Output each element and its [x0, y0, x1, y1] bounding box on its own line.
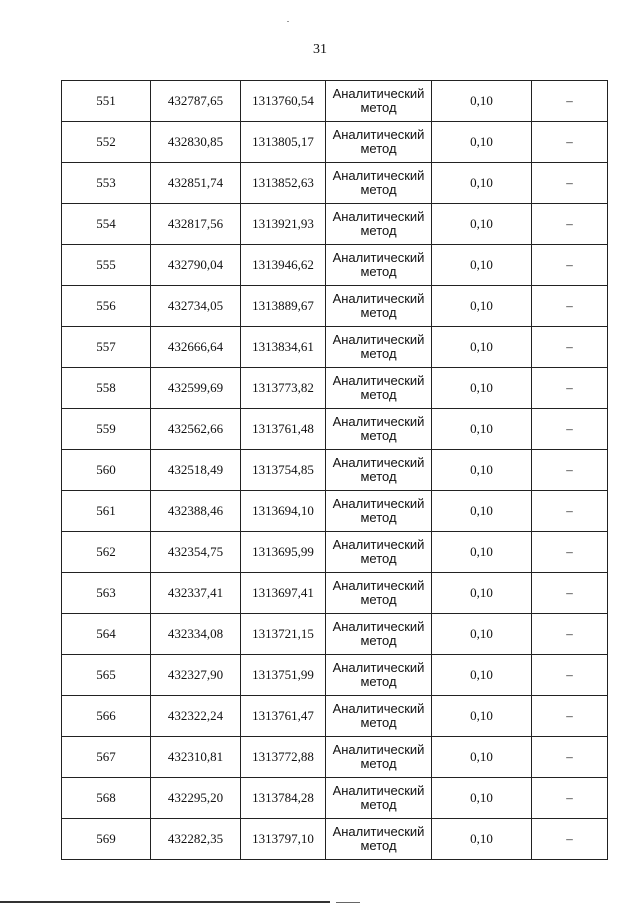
table-row [62, 778, 608, 819]
method-line-2: метод [360, 592, 397, 607]
coordinates-table [61, 80, 608, 860]
point-number-cell: 564 [62, 614, 151, 655]
y-coordinate-cell: 1313852,63 [241, 163, 326, 204]
method-line-1: Аналитический [332, 537, 425, 552]
table-row [62, 163, 608, 204]
note-cell: – [532, 532, 608, 573]
x-coordinate-cell: 432734,05 [151, 286, 241, 327]
method-line-2: метод [360, 387, 397, 402]
method-line-1: Аналитический [332, 86, 425, 101]
note-cell: – [532, 122, 608, 163]
accuracy-cell: 0,10 [432, 778, 532, 819]
point-number-cell: 551 [62, 81, 151, 122]
y-coordinate-cell: 1313761,47 [241, 696, 326, 737]
table-row [62, 327, 608, 368]
footer-rule [0, 901, 330, 903]
table-row [62, 819, 608, 860]
accuracy-cell: 0,10 [432, 696, 532, 737]
note-cell: – [532, 655, 608, 696]
method-line-2: метод [360, 305, 397, 320]
x-coordinate-cell: 432666,64 [151, 327, 241, 368]
accuracy-cell: 0,10 [432, 163, 532, 204]
table-row [62, 409, 608, 450]
method-cell [326, 573, 432, 614]
method-line-2: метод [360, 838, 397, 853]
note-cell: – [532, 204, 608, 245]
method-line-2: метод [360, 551, 397, 566]
accuracy-cell: 0,10 [432, 450, 532, 491]
note-cell: – [532, 163, 608, 204]
method-line-1: Аналитический [332, 701, 425, 716]
table-row [62, 245, 608, 286]
note-cell: – [532, 737, 608, 778]
method-cell [326, 532, 432, 573]
accuracy-cell: 0,10 [432, 204, 532, 245]
method-line-2: метод [360, 756, 397, 771]
point-number-cell: 556 [62, 286, 151, 327]
accuracy-cell: 0,10 [432, 368, 532, 409]
note-cell: – [532, 327, 608, 368]
point-number-cell: 568 [62, 778, 151, 819]
x-coordinate-cell: 432817,56 [151, 204, 241, 245]
point-number-cell: 565 [62, 655, 151, 696]
x-coordinate-cell: 432388,46 [151, 491, 241, 532]
table-row [62, 696, 608, 737]
footer-rule-short [336, 902, 360, 903]
method-cell [326, 327, 432, 368]
table-row [62, 532, 608, 573]
method-cell [326, 819, 432, 860]
x-coordinate-cell: 432354,75 [151, 532, 241, 573]
method-line-1: Аналитический [332, 619, 425, 634]
method-line-2: метод [360, 633, 397, 648]
y-coordinate-cell: 1313694,10 [241, 491, 326, 532]
y-coordinate-cell: 1313773,82 [241, 368, 326, 409]
method-line-1: Аналитический [332, 168, 425, 183]
table-row [62, 204, 608, 245]
method-line-2: метод [360, 674, 397, 689]
accuracy-cell: 0,10 [432, 409, 532, 450]
method-cell [326, 655, 432, 696]
point-number-cell: 563 [62, 573, 151, 614]
method-line-2: метод [360, 797, 397, 812]
accuracy-cell: 0,10 [432, 532, 532, 573]
table-row [62, 450, 608, 491]
x-coordinate-cell: 432790,04 [151, 245, 241, 286]
x-coordinate-cell: 432518,49 [151, 450, 241, 491]
note-cell: – [532, 573, 608, 614]
accuracy-cell: 0,10 [432, 819, 532, 860]
method-cell [326, 491, 432, 532]
y-coordinate-cell: 1313761,48 [241, 409, 326, 450]
method-cell [326, 81, 432, 122]
point-number-cell: 562 [62, 532, 151, 573]
method-cell [326, 614, 432, 655]
note-cell: – [532, 286, 608, 327]
method-line-1: Аналитический [332, 496, 425, 511]
y-coordinate-cell: 1313889,67 [241, 286, 326, 327]
note-cell: – [532, 778, 608, 819]
method-cell [326, 696, 432, 737]
accuracy-cell: 0,10 [432, 81, 532, 122]
method-line-1: Аналитический [332, 209, 425, 224]
method-line-2: метод [360, 469, 397, 484]
x-coordinate-cell: 432282,35 [151, 819, 241, 860]
x-coordinate-cell: 432337,41 [151, 573, 241, 614]
accuracy-cell: 0,10 [432, 245, 532, 286]
point-number-cell: 552 [62, 122, 151, 163]
method-cell [326, 204, 432, 245]
method-line-2: метод [360, 264, 397, 279]
method-line-2: метод [360, 428, 397, 443]
accuracy-cell: 0,10 [432, 122, 532, 163]
accuracy-cell: 0,10 [432, 286, 532, 327]
table-row [62, 286, 608, 327]
method-line-1: Аналитический [332, 742, 425, 757]
y-coordinate-cell: 1313760,54 [241, 81, 326, 122]
method-cell [326, 737, 432, 778]
note-cell: – [532, 81, 608, 122]
page-number: 31 [313, 42, 327, 57]
method-cell [326, 450, 432, 491]
method-line-2: метод [360, 715, 397, 730]
y-coordinate-cell: 1313921,93 [241, 204, 326, 245]
method-line-1: Аналитический [332, 824, 425, 839]
y-coordinate-cell: 1313721,15 [241, 614, 326, 655]
table-row [62, 737, 608, 778]
y-coordinate-cell: 1313946,62 [241, 245, 326, 286]
accuracy-cell: 0,10 [432, 655, 532, 696]
point-number-cell: 557 [62, 327, 151, 368]
table-body [62, 81, 608, 860]
method-line-2: метод [360, 141, 397, 156]
point-number-cell: 567 [62, 737, 151, 778]
method-line-2: метод [360, 510, 397, 525]
accuracy-cell: 0,10 [432, 327, 532, 368]
accuracy-cell: 0,10 [432, 491, 532, 532]
x-coordinate-cell: 432830,85 [151, 122, 241, 163]
table-row [62, 122, 608, 163]
point-number-cell: 561 [62, 491, 151, 532]
method-line-1: Аналитический [332, 250, 425, 265]
method-line-2: метод [360, 223, 397, 238]
note-cell: – [532, 409, 608, 450]
y-coordinate-cell: 1313797,10 [241, 819, 326, 860]
accuracy-cell: 0,10 [432, 737, 532, 778]
x-coordinate-cell: 432851,74 [151, 163, 241, 204]
note-cell: – [532, 245, 608, 286]
table-row [62, 81, 608, 122]
method-line-2: метод [360, 346, 397, 361]
method-cell [326, 122, 432, 163]
method-cell [326, 245, 432, 286]
method-line-1: Аналитический [332, 660, 425, 675]
y-coordinate-cell: 1313754,85 [241, 450, 326, 491]
x-coordinate-cell: 432599,69 [151, 368, 241, 409]
x-coordinate-cell: 432295,20 [151, 778, 241, 819]
x-coordinate-cell: 432787,65 [151, 81, 241, 122]
method-cell [326, 409, 432, 450]
x-coordinate-cell: 432322,24 [151, 696, 241, 737]
point-number-cell: 560 [62, 450, 151, 491]
table-row [62, 573, 608, 614]
x-coordinate-cell: 432562,66 [151, 409, 241, 450]
x-coordinate-cell: 432334,08 [151, 614, 241, 655]
y-coordinate-cell: 1313695,99 [241, 532, 326, 573]
method-cell [326, 778, 432, 819]
scan-mark [287, 21, 289, 22]
method-cell [326, 368, 432, 409]
table-row [62, 614, 608, 655]
note-cell: – [532, 450, 608, 491]
accuracy-cell: 0,10 [432, 614, 532, 655]
method-line-1: Аналитический [332, 578, 425, 593]
accuracy-cell: 0,10 [432, 573, 532, 614]
point-number-cell: 558 [62, 368, 151, 409]
note-cell: – [532, 696, 608, 737]
y-coordinate-cell: 1313805,17 [241, 122, 326, 163]
method-line-1: Аналитический [332, 783, 425, 798]
note-cell: – [532, 819, 608, 860]
method-line-1: Аналитический [332, 414, 425, 429]
method-cell [326, 163, 432, 204]
y-coordinate-cell: 1313784,28 [241, 778, 326, 819]
note-cell: – [532, 368, 608, 409]
note-cell: – [532, 614, 608, 655]
point-number-cell: 559 [62, 409, 151, 450]
x-coordinate-cell: 432310,81 [151, 737, 241, 778]
y-coordinate-cell: 1313697,41 [241, 573, 326, 614]
method-line-1: Аналитический [332, 455, 425, 470]
y-coordinate-cell: 1313751,99 [241, 655, 326, 696]
point-number-cell: 569 [62, 819, 151, 860]
method-cell [326, 286, 432, 327]
y-coordinate-cell: 1313834,61 [241, 327, 326, 368]
note-cell: – [532, 491, 608, 532]
method-line-1: Аналитический [332, 291, 425, 306]
method-line-1: Аналитический [332, 332, 425, 347]
table-row [62, 491, 608, 532]
method-line-1: Аналитический [332, 373, 425, 388]
y-coordinate-cell: 1313772,88 [241, 737, 326, 778]
x-coordinate-cell: 432327,90 [151, 655, 241, 696]
point-number-cell: 566 [62, 696, 151, 737]
point-number-cell: 554 [62, 204, 151, 245]
method-line-2: метод [360, 182, 397, 197]
point-number-cell: 553 [62, 163, 151, 204]
table-row [62, 655, 608, 696]
table-row [62, 368, 608, 409]
method-line-1: Аналитический [332, 127, 425, 142]
method-line-2: метод [360, 100, 397, 115]
point-number-cell: 555 [62, 245, 151, 286]
